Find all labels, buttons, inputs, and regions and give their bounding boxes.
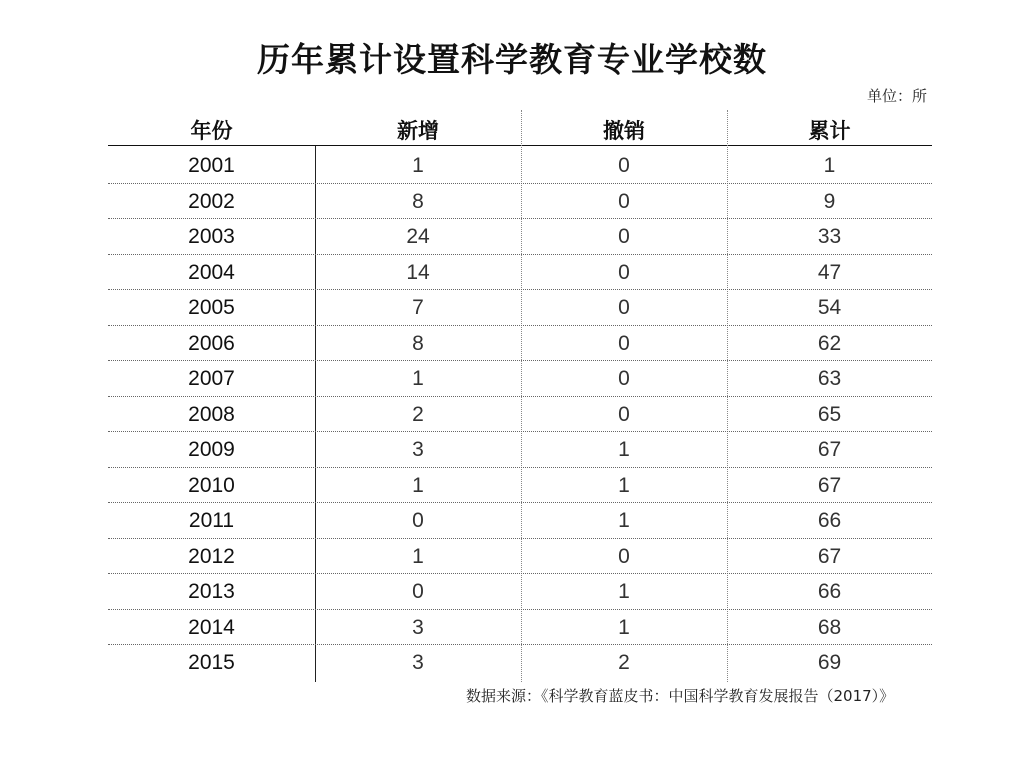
col-cumulative-cell: 54 (817, 296, 842, 319)
table-row (108, 573, 932, 610)
table-row (108, 289, 932, 326)
col-year-cell: 2004 (188, 260, 235, 284)
col-removed-cell: 1 (618, 615, 630, 639)
col-added-cell: 1 (412, 367, 424, 390)
unit-label: 单位：所 (866, 87, 927, 105)
source-note: 数据来源：《科学教育蓝皮书：中国科学教育发展报告（2017）》 (466, 687, 895, 705)
col-added-cell: 8 (412, 331, 424, 355)
col-year-cell: 2005 (188, 296, 235, 319)
col-added-cell: 1 (412, 544, 424, 568)
col-cumulative-cell: 65 (817, 402, 842, 426)
col-cumulative-cell: 67 (817, 473, 842, 497)
col-year-cell: 2015 (188, 651, 235, 674)
col-removed-cell: 1 (618, 473, 630, 497)
col-removed-cell: 1 (618, 509, 630, 532)
col-removed-cell: 0 (618, 402, 630, 426)
col-cumulative-cell: 62 (817, 331, 842, 355)
col-year-cell: 2009 (188, 438, 235, 461)
col-added-cell: 24 (406, 225, 430, 248)
table-row (108, 502, 932, 539)
col-year-cell: 2002 (188, 189, 235, 213)
table-row (108, 254, 932, 291)
col-year-cell: 2010 (188, 473, 235, 497)
col-year-cell: 2003 (188, 225, 235, 248)
col-cumulative-cell: 66 (817, 580, 842, 603)
table-row (108, 147, 932, 184)
col-year-cell: 2006 (188, 331, 235, 355)
col-cumulative-cell: 63 (817, 367, 842, 390)
col-removed-cell: 0 (618, 260, 630, 284)
col-cumulative-cell: 69 (817, 651, 842, 674)
table-row (108, 360, 932, 397)
col-removed-cell: 1 (618, 580, 630, 603)
table-row (108, 644, 932, 680)
col-added-cell: 7 (412, 296, 424, 319)
col-removed-cell: 0 (618, 154, 630, 177)
table-row (108, 431, 932, 468)
col-year-cell: 2001 (188, 154, 235, 177)
col-added-cell: 0 (412, 509, 424, 532)
col-removed-cell: 2 (618, 651, 630, 674)
col-cumulative-cell: 33 (817, 225, 842, 248)
col-removed-cell: 1 (618, 438, 630, 461)
data-table (108, 110, 932, 682)
col-added-cell: 8 (412, 189, 424, 213)
col-added-cell: 1 (412, 473, 424, 497)
col-added-cell: 1 (412, 154, 424, 177)
col-removed-cell: 0 (618, 225, 630, 248)
col-added-cell: 14 (406, 260, 430, 284)
col-year-cell: 2013 (188, 580, 235, 603)
col-removed-cell: 0 (618, 189, 630, 213)
table-row (108, 609, 932, 646)
col-cumulative-cell: 47 (817, 260, 842, 284)
header-col-year: 年份 (190, 119, 233, 143)
col-added-cell: 0 (412, 580, 424, 603)
col-removed-cell: 0 (618, 331, 630, 355)
table-row (108, 325, 932, 362)
header-col-cumulative: 累计 (808, 119, 851, 143)
col-removed-cell: 0 (618, 544, 630, 568)
col-added-cell: 2 (412, 402, 424, 426)
col-cumulative-cell: 1 (823, 154, 836, 177)
table-row (108, 183, 932, 220)
col-added-cell: 3 (412, 651, 424, 674)
col-year-cell: 2007 (188, 367, 235, 390)
col-year-cell: 2014 (188, 615, 235, 639)
table-row (108, 396, 932, 433)
col-year-cell: 2011 (188, 509, 235, 532)
col-year-cell: 2012 (188, 544, 235, 568)
col-year-cell: 2008 (188, 402, 235, 426)
col-cumulative-cell: 9 (823, 189, 836, 213)
header-col-added: 新增 (397, 119, 439, 143)
col-cumulative-cell: 67 (817, 544, 842, 568)
col-added-cell: 3 (412, 438, 424, 461)
col-added-cell: 3 (412, 615, 424, 639)
col-cumulative-cell: 68 (817, 615, 842, 639)
header-col-removed: 撤销 (603, 119, 645, 143)
table-row (108, 467, 932, 504)
col-removed-cell: 0 (618, 296, 630, 319)
chart-title: 历年累计设置科学教育专业学校数 (257, 40, 767, 79)
table-row (108, 538, 932, 575)
col-cumulative-cell: 66 (817, 509, 842, 532)
table-row (108, 218, 932, 255)
col-cumulative-cell: 67 (817, 438, 842, 461)
col-removed-cell: 0 (618, 367, 630, 390)
